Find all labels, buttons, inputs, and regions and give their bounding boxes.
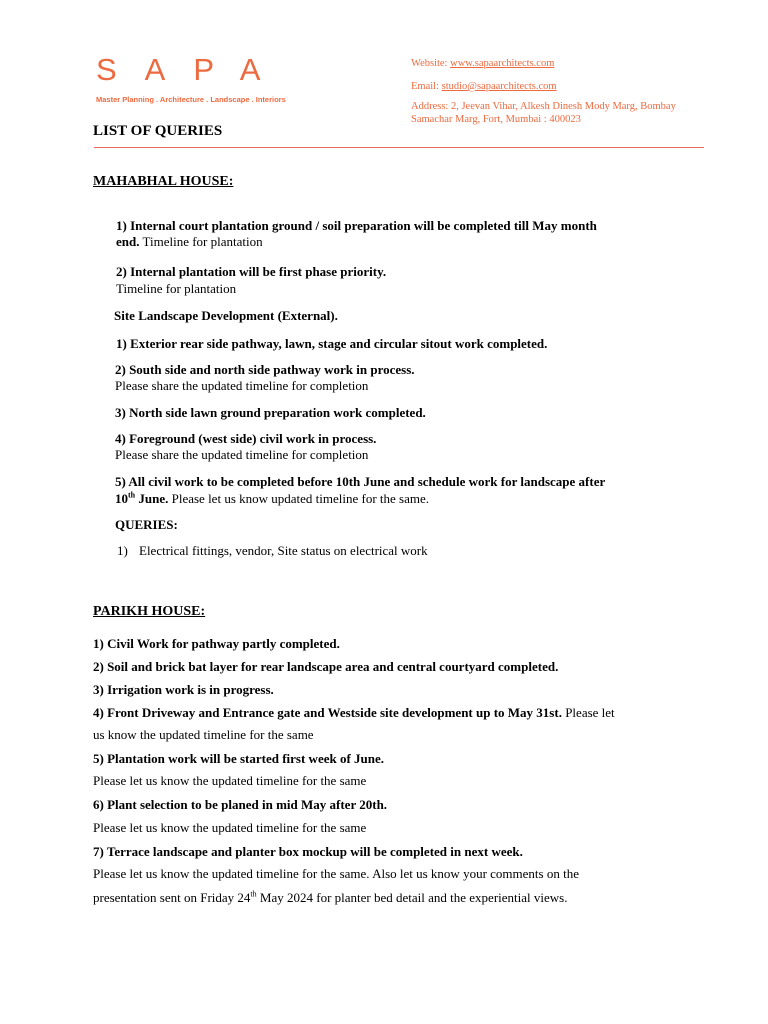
website-line (411, 57, 554, 71)
mahabhal-item-2-note: Timeline for plantation (116, 281, 237, 296)
site-item-2-text: 2) South side and north side pathway work in process. (115, 362, 415, 377)
email-label: Email: (411, 81, 439, 92)
parikh-item-2 (93, 659, 558, 675)
query-1-text: Electrical fittings, vendor, Site status on electrical work (139, 543, 428, 558)
mahabhal-item-1-line-1 (116, 218, 597, 234)
parikh-item-4-note: us know the updated timeline for the same (93, 727, 314, 742)
site-item-5-note: Please let us know updated timeline for the same. (168, 491, 430, 506)
parikh-item-6 (93, 797, 387, 813)
site-item-4-text: 4) Foreground (west side) civil work in process. (115, 431, 377, 446)
parikh-item-7-note-line-2 (93, 890, 567, 906)
address-line-1: Address: 2, Jeevan Vihar, Alkesh Dinesh Mody Marg, Bombay (411, 101, 676, 112)
email-line (411, 80, 557, 94)
page-title: LIST OF QUERIES (93, 123, 223, 139)
parikh-item-1 (93, 636, 340, 652)
site-item-5-day: 10 (115, 491, 128, 506)
header-divider (94, 147, 704, 148)
queries-heading (115, 517, 178, 533)
email-link[interactable]: studio@sapaarchitects.com (441, 81, 557, 92)
site-item-2 (115, 362, 415, 378)
parikh-item-7-sup: th (250, 889, 257, 899)
site-item-5-date (115, 491, 168, 506)
website-link[interactable]: www.sapaarchitects.com (450, 58, 555, 69)
site-item-3-text: 3) North side lawn ground preparation work completed. (115, 405, 426, 420)
mahabhal-heading: MAHABHAL HOUSE: (93, 174, 234, 189)
parikh-item-1-text: 1) Civil Work for pathway partly completed. (93, 636, 340, 651)
parikh-item-6-note: Please let us know the updated timeline for the same (93, 820, 367, 835)
site-item-5-bold-end: June. (135, 491, 169, 506)
company-tagline: Master Planning . Architecture . Landscape . Interiors (96, 95, 286, 104)
queries-heading-text: QUERIES: (115, 517, 178, 532)
site-item-4-note: Please share the updated timeline for completion (115, 447, 369, 462)
company-logo: SAPA (96, 52, 289, 87)
parikh-item-7 (93, 844, 523, 860)
parikh-item-3-text: 3) Irrigation work is in progress. (93, 682, 274, 697)
site-item-5-line-2 (115, 491, 429, 507)
mahabhal-item-2-text: 2) Internal plantation will be first phase priority. (116, 264, 387, 279)
mahabhal-item-1-line-2 (116, 234, 263, 250)
mahabhal-item-2 (116, 264, 386, 280)
address-line-2: Samachar Marg, Fort, Mumbai : 400023 (411, 114, 581, 125)
site-item-4 (115, 431, 376, 447)
site-item-1-text: 1) Exterior rear side pathway, lawn, stage and circular sitout work completed. (116, 336, 548, 351)
mahabhal-item-1-text: 1) Internal court plantation ground / soil preparation will be completed till May month (116, 218, 597, 233)
site-item-5-sup: th (128, 490, 136, 500)
site-item-1 (116, 336, 547, 352)
site-item-5-text: 5) All civil work to be completed before 10th June and schedule work for landscape after (115, 474, 606, 489)
parikh-item-5-note: Please let us know the updated timeline for the same (93, 773, 367, 788)
website-label: Website: (411, 58, 448, 69)
parikh-item-5-text: 5) Plantation work will be started first week of June. (93, 751, 385, 766)
site-item-2-note: Please share the updated timeline for completion (115, 378, 369, 393)
parikh-item-7-note-line-1: Please let us know the updated timeline for the same. Also let us know your comments on the (93, 866, 579, 881)
parikh-item-7-text: 7) Terrace landscape and planter box mockup will be completed in next week. (93, 844, 523, 859)
site-landscape-heading-text: Site Landscape Development (External). (114, 308, 338, 323)
parikh-item-4-text: 4) Front Driveway and Entrance gate and Westside site development up to May 31st. (93, 705, 562, 720)
parikh-item-4-note-start: Please let (561, 705, 615, 720)
parikh-item-6-text: 6) Plant selection to be planed in mid May after 20th. (93, 797, 388, 812)
mahabhal-item-1-note: Timeline for plantation (139, 234, 263, 249)
parikh-item-3 (93, 682, 274, 698)
site-item-5-line-1 (115, 474, 605, 490)
site-landscape-heading (114, 308, 338, 324)
site-item-3 (115, 405, 426, 421)
parikh-item-7-note-start: presentation sent on Friday 24 (93, 890, 251, 905)
parikh-item-4 (93, 705, 615, 721)
query-1-number: 1) (117, 543, 128, 558)
parikh-item-7-note-end: May 2024 for planter bed detail and the experiential views. (256, 890, 568, 905)
parikh-item-5 (93, 751, 384, 767)
parikh-heading: PARIKH HOUSE: (93, 604, 206, 619)
mahabhal-item-1-end: end. (116, 234, 140, 249)
parikh-item-2-text: 2) Soil and brick bat layer for rear landscape area and central courtyard completed. (93, 659, 559, 674)
